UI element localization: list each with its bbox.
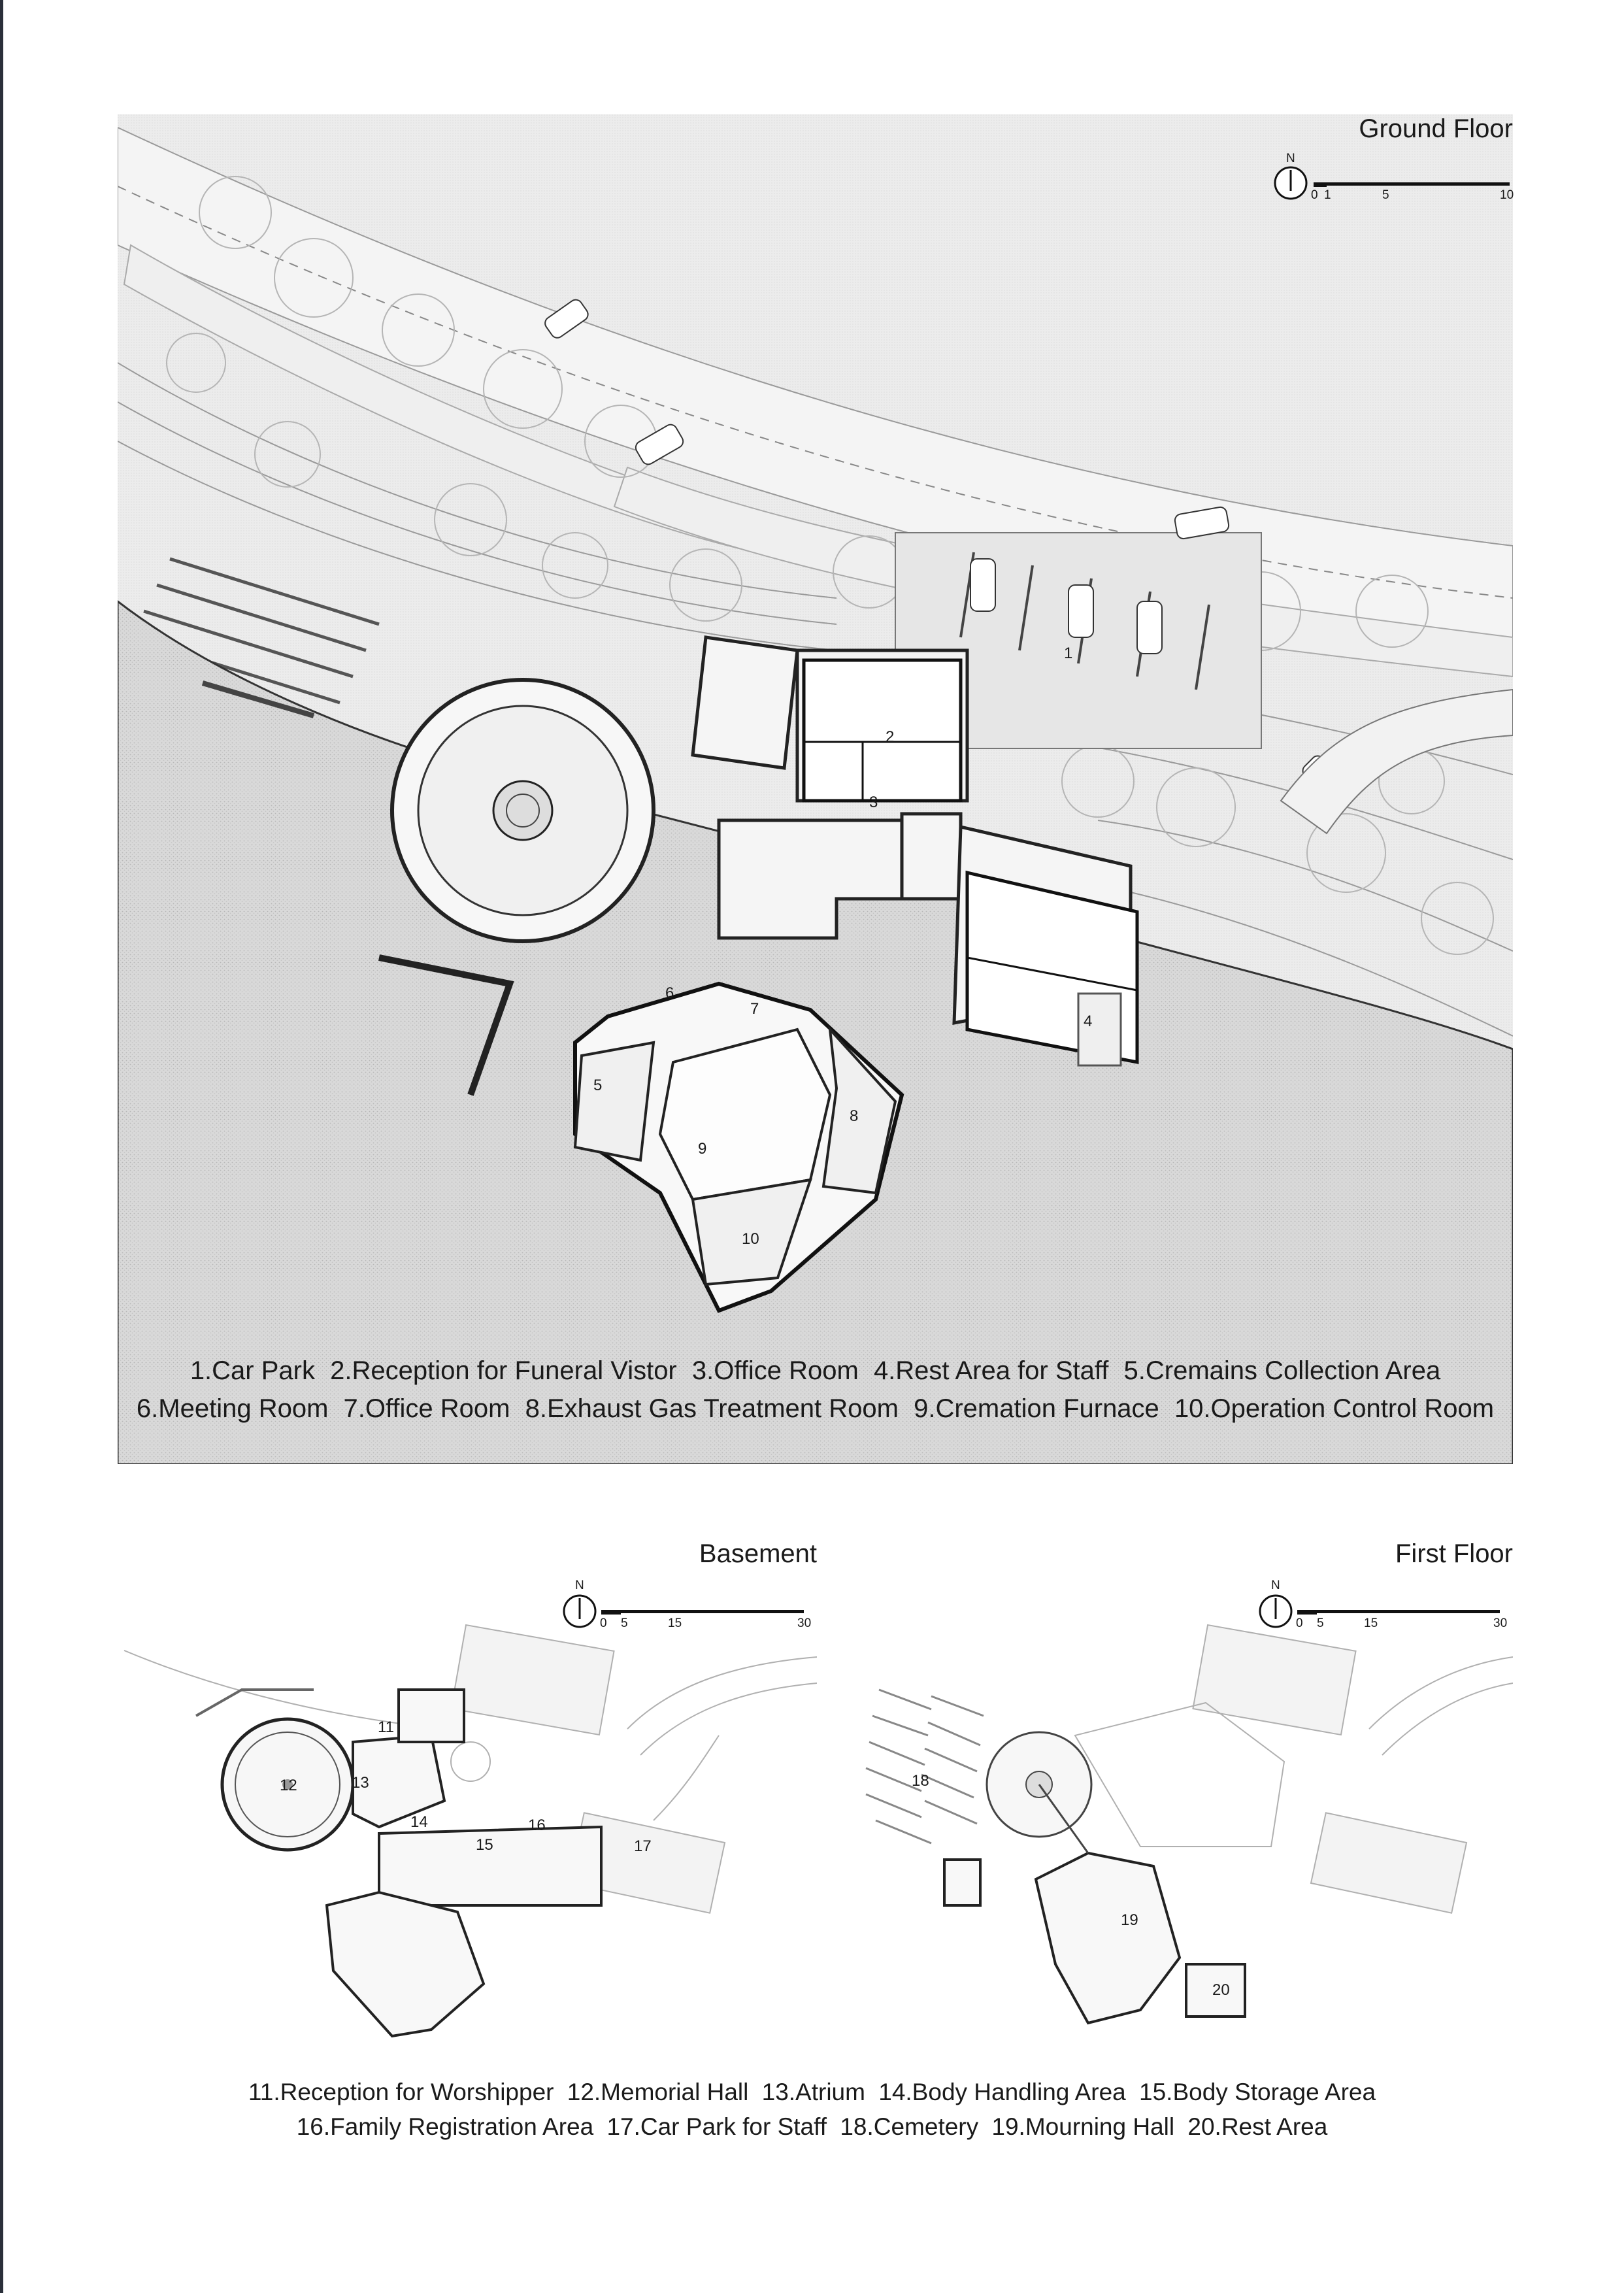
scale-tick: 30 <box>797 1616 812 1630</box>
room-number-9: 9 <box>698 1140 707 1158</box>
legend-item: 20.Rest Area <box>1187 2113 1328 2140</box>
legend-item: 17.Car Park for Staff <box>606 2113 827 2140</box>
cremains-room <box>575 1043 654 1160</box>
basement-ramp <box>196 1690 314 1716</box>
room-number-18: 18 <box>912 1772 929 1790</box>
memorial-centerpiece <box>493 781 552 840</box>
room-number-11: 11 <box>378 1718 394 1736</box>
room-number-16: 16 <box>528 1816 546 1834</box>
legend-item: 16.Family Registration Area <box>296 2113 594 2140</box>
scale-tick: 5 <box>1317 1616 1324 1630</box>
legend-item: 6.Meeting Room <box>136 1394 329 1423</box>
scale-tick: 0 <box>600 1616 607 1630</box>
first-floor-plan <box>814 1539 1513 2062</box>
first-floor-scale-bar <box>1297 1606 1506 1626</box>
room-number-7: 7 <box>750 1000 759 1018</box>
first-floor-title: First Floor <box>1395 1539 1513 1568</box>
legend-item: 10.Operation Control Room <box>1174 1394 1495 1423</box>
legend-item: 1.Car Park <box>190 1356 315 1385</box>
scale-tick: 10 <box>1500 188 1514 202</box>
legend-item: 11.Reception for Worshipper <box>248 2079 554 2105</box>
cemetery-graves <box>866 1690 984 1843</box>
legend-item: 15.Body Storage Area <box>1139 2079 1376 2105</box>
scale-tick: 15 <box>1364 1616 1378 1630</box>
room-number-6: 6 <box>665 984 674 1002</box>
ground-floor-drawing <box>118 114 1513 1464</box>
scale-tick: 15 <box>668 1616 682 1630</box>
legend-item: 13.Atrium <box>761 2079 865 2105</box>
first-floor-rooms <box>944 1853 1245 2023</box>
legend-item: 12.Memorial Hall <box>567 2079 749 2105</box>
ground-floor-legend-line-1 <box>118 1356 1513 1386</box>
scale-tick: 30 <box>1493 1616 1508 1630</box>
basement-scale-bar <box>601 1606 810 1626</box>
legend-item: 5.Cremains Collection Area <box>1123 1356 1441 1385</box>
room-number-3: 3 <box>869 794 878 811</box>
room-number-5: 5 <box>593 1077 603 1094</box>
room-number-10: 10 <box>742 1230 759 1248</box>
room-number-1: 1 <box>1064 644 1073 662</box>
bottom-legend-line-2 <box>118 2113 1506 2141</box>
page-edge-strip <box>0 0 3 2293</box>
legend-item: 19.Mourning Hall <box>991 2113 1175 2140</box>
ground-floor-plan <box>118 114 1513 1464</box>
room-number-20: 20 <box>1212 1981 1230 1999</box>
room-number-19: 19 <box>1121 1911 1138 1929</box>
legend-item: 4.Rest Area for Staff <box>873 1356 1109 1385</box>
basement-plan <box>118 1539 817 2062</box>
first-floor-north-label: N <box>1271 1579 1280 1592</box>
legend-item: 18.Cemetery <box>840 2113 979 2140</box>
scale-tick: 0 <box>1311 188 1318 202</box>
room-number-8: 8 <box>850 1107 859 1125</box>
room-number-14: 14 <box>410 1813 428 1831</box>
scale-tick: 5 <box>1382 188 1389 202</box>
room-number-2: 2 <box>886 728 895 746</box>
basement-rooms <box>327 1690 601 2036</box>
legend-item: 7.Office Room <box>343 1394 510 1423</box>
ground-floor-legend-line-2 <box>118 1394 1513 1424</box>
scale-tick: 0 <box>1296 1616 1303 1630</box>
legend-item: 2.Reception for Funeral Vistor <box>330 1356 677 1385</box>
legend-item: 9.Cremation Furnace <box>914 1394 1159 1423</box>
ground-floor-scale-bar <box>1314 178 1516 198</box>
room-number-12: 12 <box>280 1777 297 1794</box>
ground-floor-title: Ground Floor <box>1359 114 1513 143</box>
scale-tick: 1 <box>1324 188 1331 202</box>
office-block <box>804 660 961 801</box>
room-number-13: 13 <box>352 1774 369 1792</box>
scale-tick: 5 <box>621 1616 628 1630</box>
basement-title: Basement <box>699 1539 817 1568</box>
bottom-legend-line-1 <box>118 2079 1506 2106</box>
room-number-17: 17 <box>634 1837 652 1855</box>
legend-item: 3.Office Room <box>691 1356 859 1385</box>
legend-item: 8.Exhaust Gas Treatment Room <box>525 1394 899 1423</box>
legend-item: 14.Body Handling Area <box>878 2079 1126 2105</box>
basement-north-label: N <box>575 1579 584 1592</box>
ground-floor-north-label: N <box>1286 152 1295 165</box>
room-number-4: 4 <box>1084 1013 1093 1030</box>
room-number-15: 15 <box>476 1836 493 1854</box>
